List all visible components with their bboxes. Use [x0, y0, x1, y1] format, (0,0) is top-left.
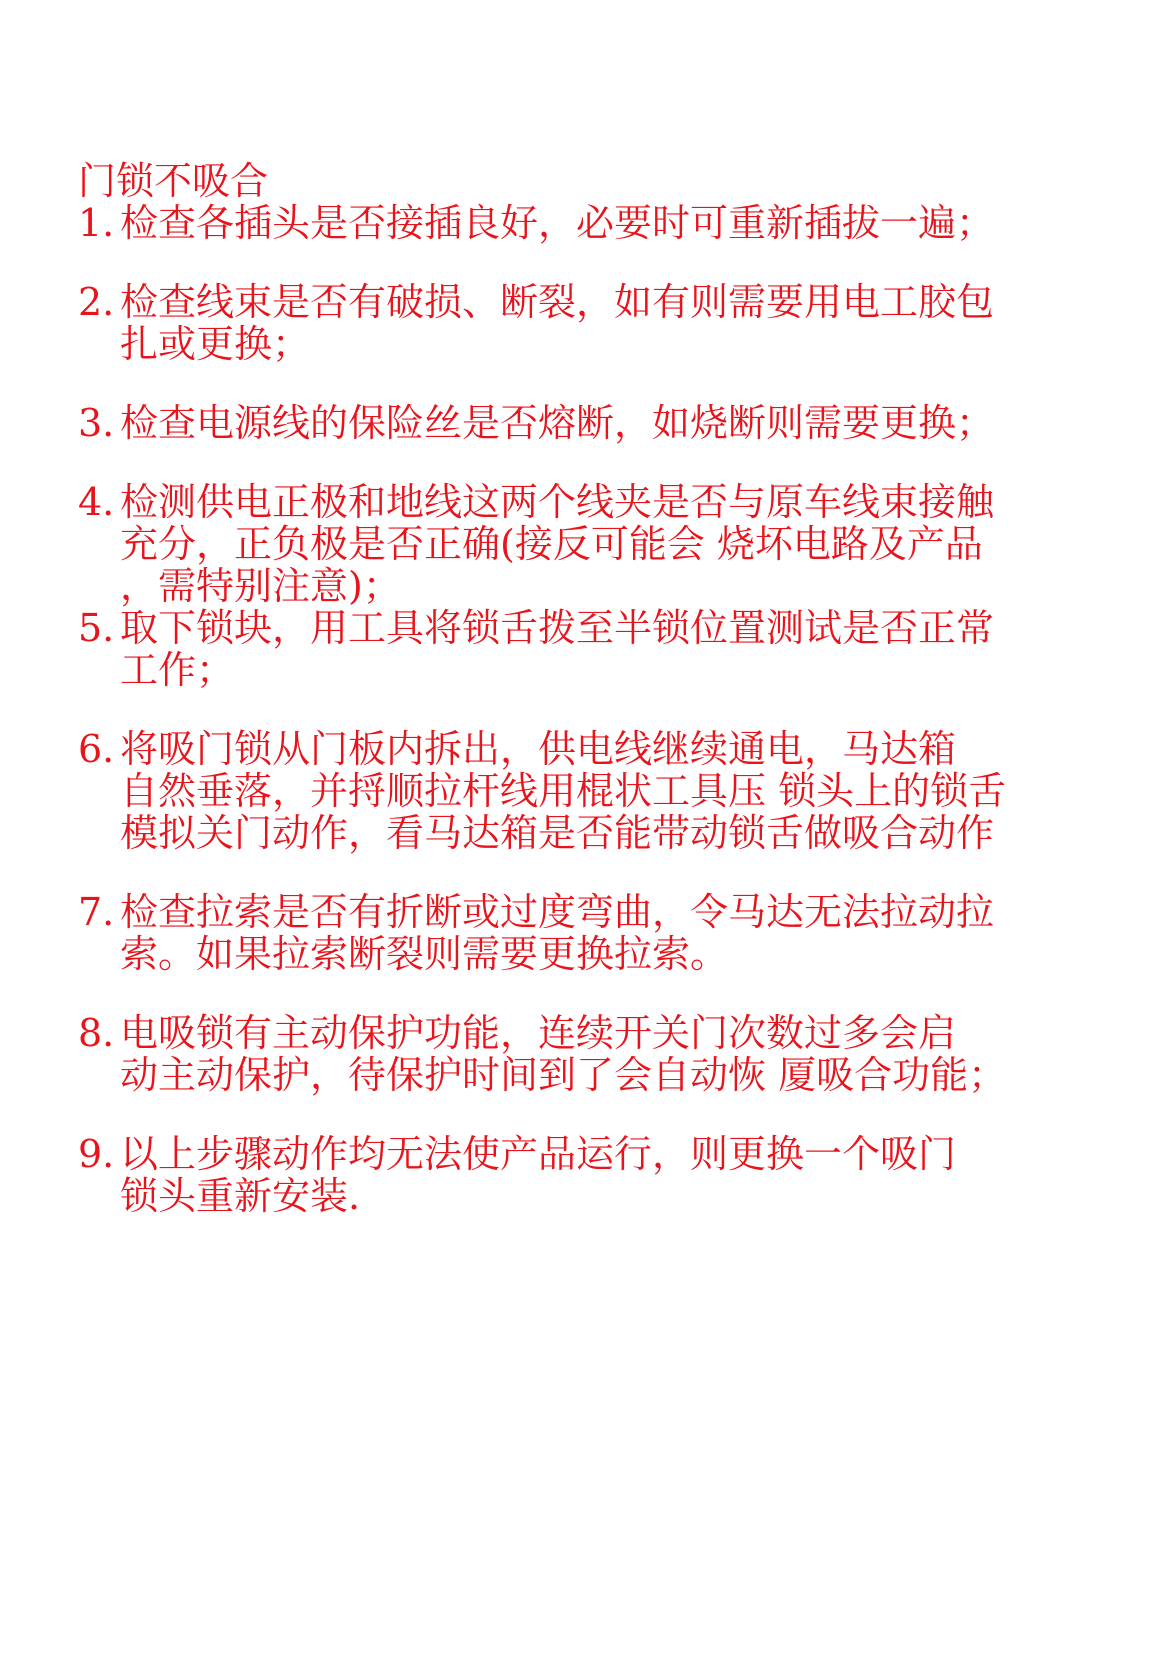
item-text-line: 检查各插头是否接插良好，必要时可重新插拔一遍；: [120, 201, 995, 245]
item-text-line: 模拟关门动作，看马达箱是否能带动锁舌做吸合动作: [120, 811, 995, 855]
item-number: 2.: [78, 280, 115, 324]
item-text-line: 检查电源线的保险丝是否熔断，如烧断则需要更换；: [120, 401, 995, 445]
list-item: [78, 402, 1128, 444]
list-item: [78, 607, 1128, 691]
list-item: [78, 202, 1128, 244]
item-text-line: ，需特别注意)；: [120, 564, 401, 608]
item-number: 7.: [78, 890, 115, 934]
item-number: 3.: [78, 401, 115, 445]
item-number: 8.: [78, 1011, 115, 1055]
list-item: [78, 891, 1128, 975]
item-text-line: 锁头重新安装.: [120, 1174, 361, 1218]
item-text-line: 索。如果拉索断裂则需要更换拉索。: [120, 932, 729, 976]
item-number: 6.: [78, 727, 115, 771]
item-number: 1.: [78, 201, 115, 245]
document-title: 门锁不吸合: [78, 159, 269, 203]
item-number: 5.: [78, 606, 115, 650]
list-item: [78, 1012, 1128, 1096]
item-text-line: 电吸锁有主动保护功能，连续开关门次数过多会启: [120, 1011, 957, 1055]
list-item: [78, 281, 1128, 365]
item-text-line: 将吸门锁从门板内拆出，供电线继续通电，马达箱: [120, 727, 957, 771]
item-text-line: 检查线束是否有破损、断裂，如有则需要用电工胶包: [120, 280, 995, 324]
item-number: 4.: [78, 480, 115, 524]
item-text-line: 扎或更换；: [120, 322, 311, 366]
item-text-line: 取下锁块，用工具将锁舌拨至半锁位置测试是否正常: [120, 606, 995, 650]
item-text-line: 动主动保护，待保护时间到了会自动恢 厦吸合功能；: [120, 1053, 1007, 1097]
list-item: [78, 728, 1128, 854]
item-text-line: 自然垂落，并捋顺拉杆线用棍状工具压 锁头上的锁舌: [120, 769, 1007, 813]
document-body: [78, 160, 1128, 1217]
item-text-line: 以上步骤动作均无法使产品运行，则更换一个吸门: [120, 1132, 957, 1176]
item-number: 9.: [78, 1132, 115, 1176]
list-item: [78, 1133, 1128, 1217]
item-text-line: 工作；: [120, 648, 235, 692]
item-text-line: 检测供电正极和地线这两个线夹是否与原车线束接触: [120, 480, 995, 524]
list-item: [78, 481, 1128, 607]
item-text-line: 检查拉索是否有折断或过度弯曲，令马达无法拉动拉: [120, 890, 995, 934]
item-text-line: 充分，正负极是否正确(接反可能会 烧坏电路及产品: [120, 522, 983, 566]
